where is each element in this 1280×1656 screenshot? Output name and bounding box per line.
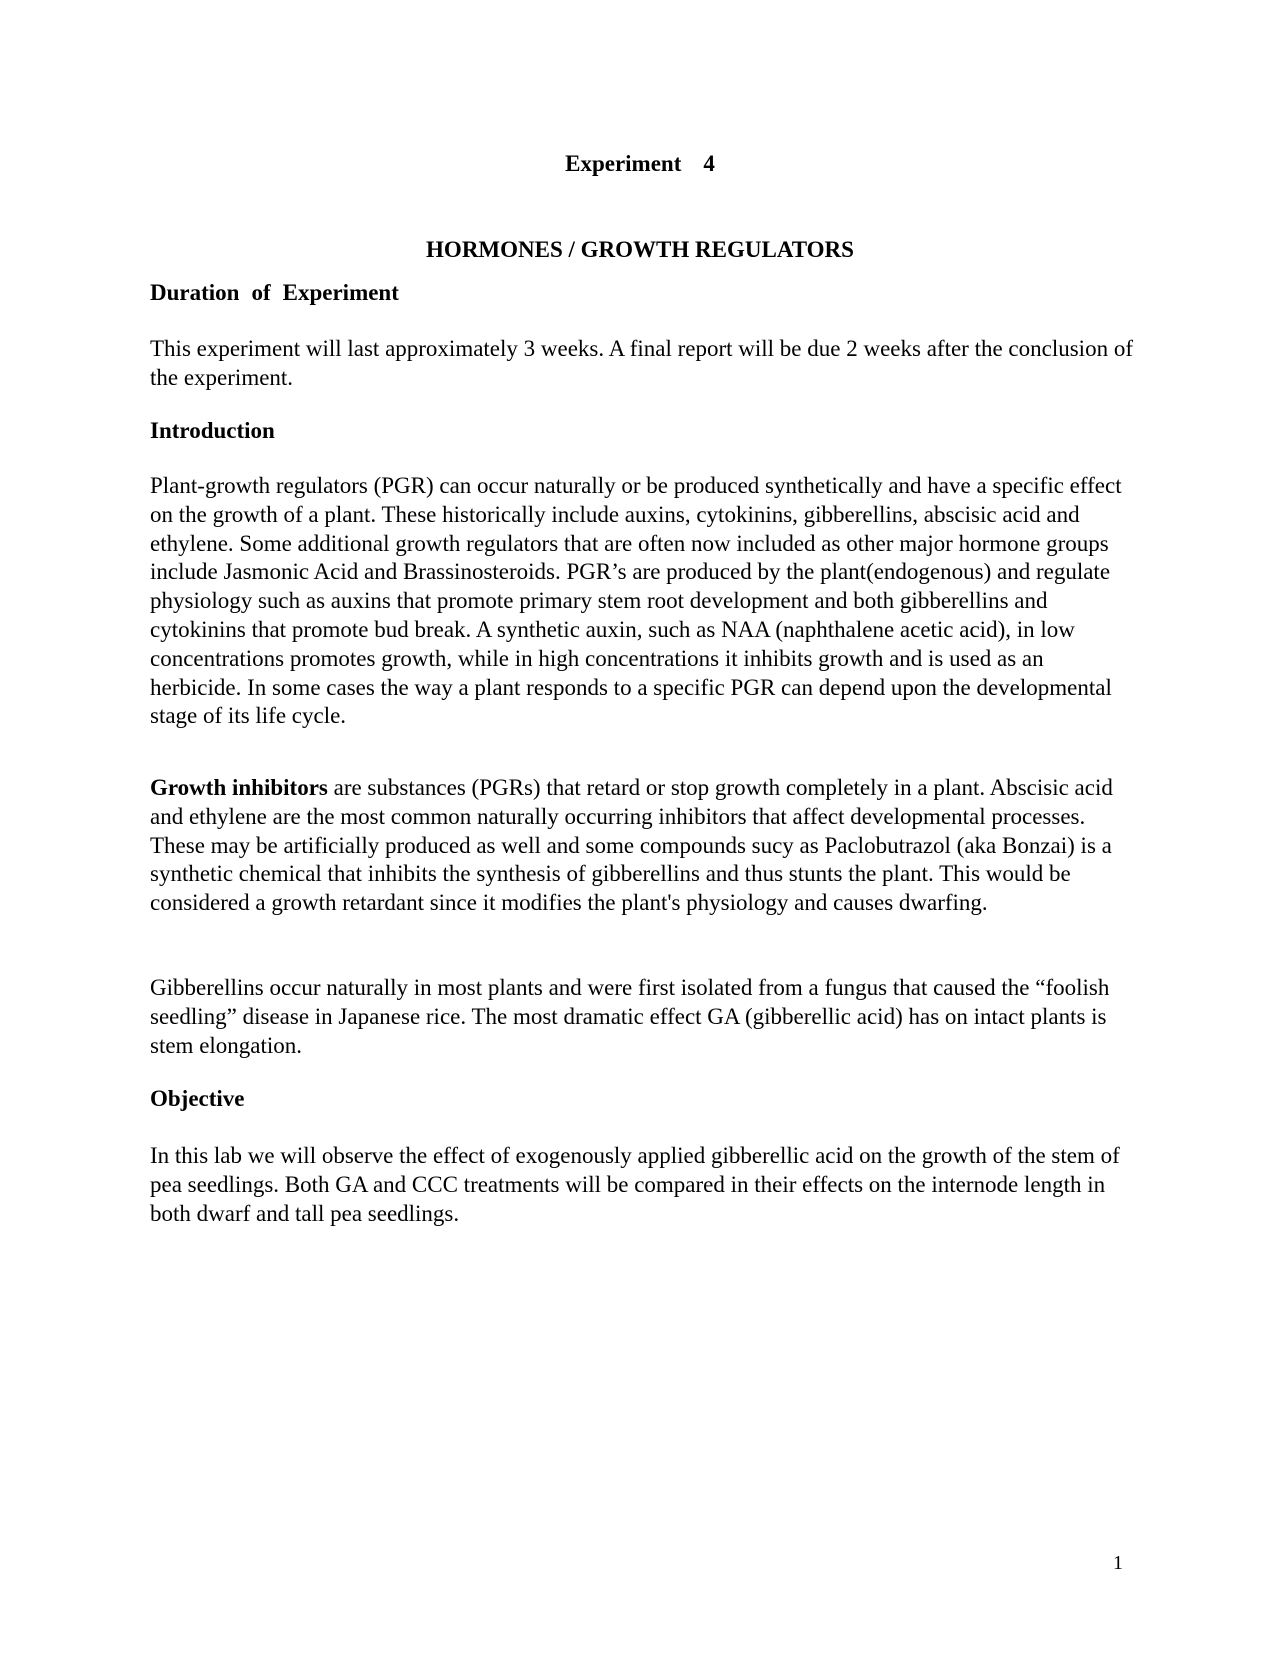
objective-heading: Objective <box>150 1086 245 1111</box>
introduction-text-1: Plant-growth regulators (PGR) can occur naturally or be produced synthetically and have a specific effect on the growth of a plant. These historically include auxins, cytokinins, gibberellins, abscisic acid and ethylene. Some additional growth regulators that are often now included as other major hormone groups include Jasmonic Acid and Brassinosteroids. PGR’s are produced by the plant(endogenous) and regulate physiology such as auxins that promote primary stem root development and both gibberellins and cytokinins that promote bud break. A synthetic auxin, such as NAA (naphthalene acetic acid), in low concentrations promotes growth, while in high concentrations it inhibits growth and is used as an herbicide. In some cases the way a plant responds to a specific PGR can depend upon the developmental stage of its life cycle. <box>150 473 1122 729</box>
introduction-paragraph-3 <box>150 974 1140 1060</box>
page-number: 1 <box>1113 1552 1123 1574</box>
introduction-heading: Introduction <box>150 418 275 443</box>
introduction-text-3: Gibberellins occur naturally in most plants and were first isolated from a fungus that caused the “foolish seedling” disease in Japanese rice. The most dramatic effect GA (gibberellic acid) has on intact plants is stem elongation. <box>150 975 1110 1058</box>
objective-paragraph <box>150 1142 1140 1228</box>
document-subtitle: HORMONES / GROWTH REGULATORS <box>426 237 854 262</box>
duration-heading-word-2: of <box>251 280 271 305</box>
duration-paragraph <box>150 335 1140 393</box>
objective-text: In this lab we will observe the effect of exogenously applied gibberellic acid on the growth of the stem of pea seedlings. Both GA and CCC treatments will be compared in their effects on the internode length in both dwarf and tall pea seedlings. <box>150 1143 1120 1226</box>
experiment-number: 4 <box>703 151 715 176</box>
introduction-paragraph-2 <box>150 774 1140 918</box>
introduction-paragraph-1 <box>150 472 1140 731</box>
duration-heading <box>150 279 1140 308</box>
duration-heading-word-1: Duration <box>150 280 240 305</box>
duration-text: This experiment will last approximately 3 weeks. A final report will be due 2 weeks after the conclusion of the experiment. <box>150 336 1133 390</box>
experiment-title-word: Experiment <box>565 151 682 176</box>
experiment-title <box>0 150 1280 178</box>
duration-heading-word-3: Experiment <box>282 280 399 305</box>
introduction-text-2: are substances (PGRs) that retard or stop growth completely in a plant. Abscisic acid and ethylene are the most common naturally occurring inhibitors that affect developmental processes. These may be artificially produced as well and some compounds sucy as Paclobutrazol (aka Bonzai) is a synthetic chemical that inhibits the synthesis of gibberellins and thus stunts the plant. This would be considered a growth retardant since it modifies the plant's physiology and causes dwarfing. <box>150 775 1113 916</box>
growth-inhibitors-term: Growth inhibitors <box>150 775 328 800</box>
